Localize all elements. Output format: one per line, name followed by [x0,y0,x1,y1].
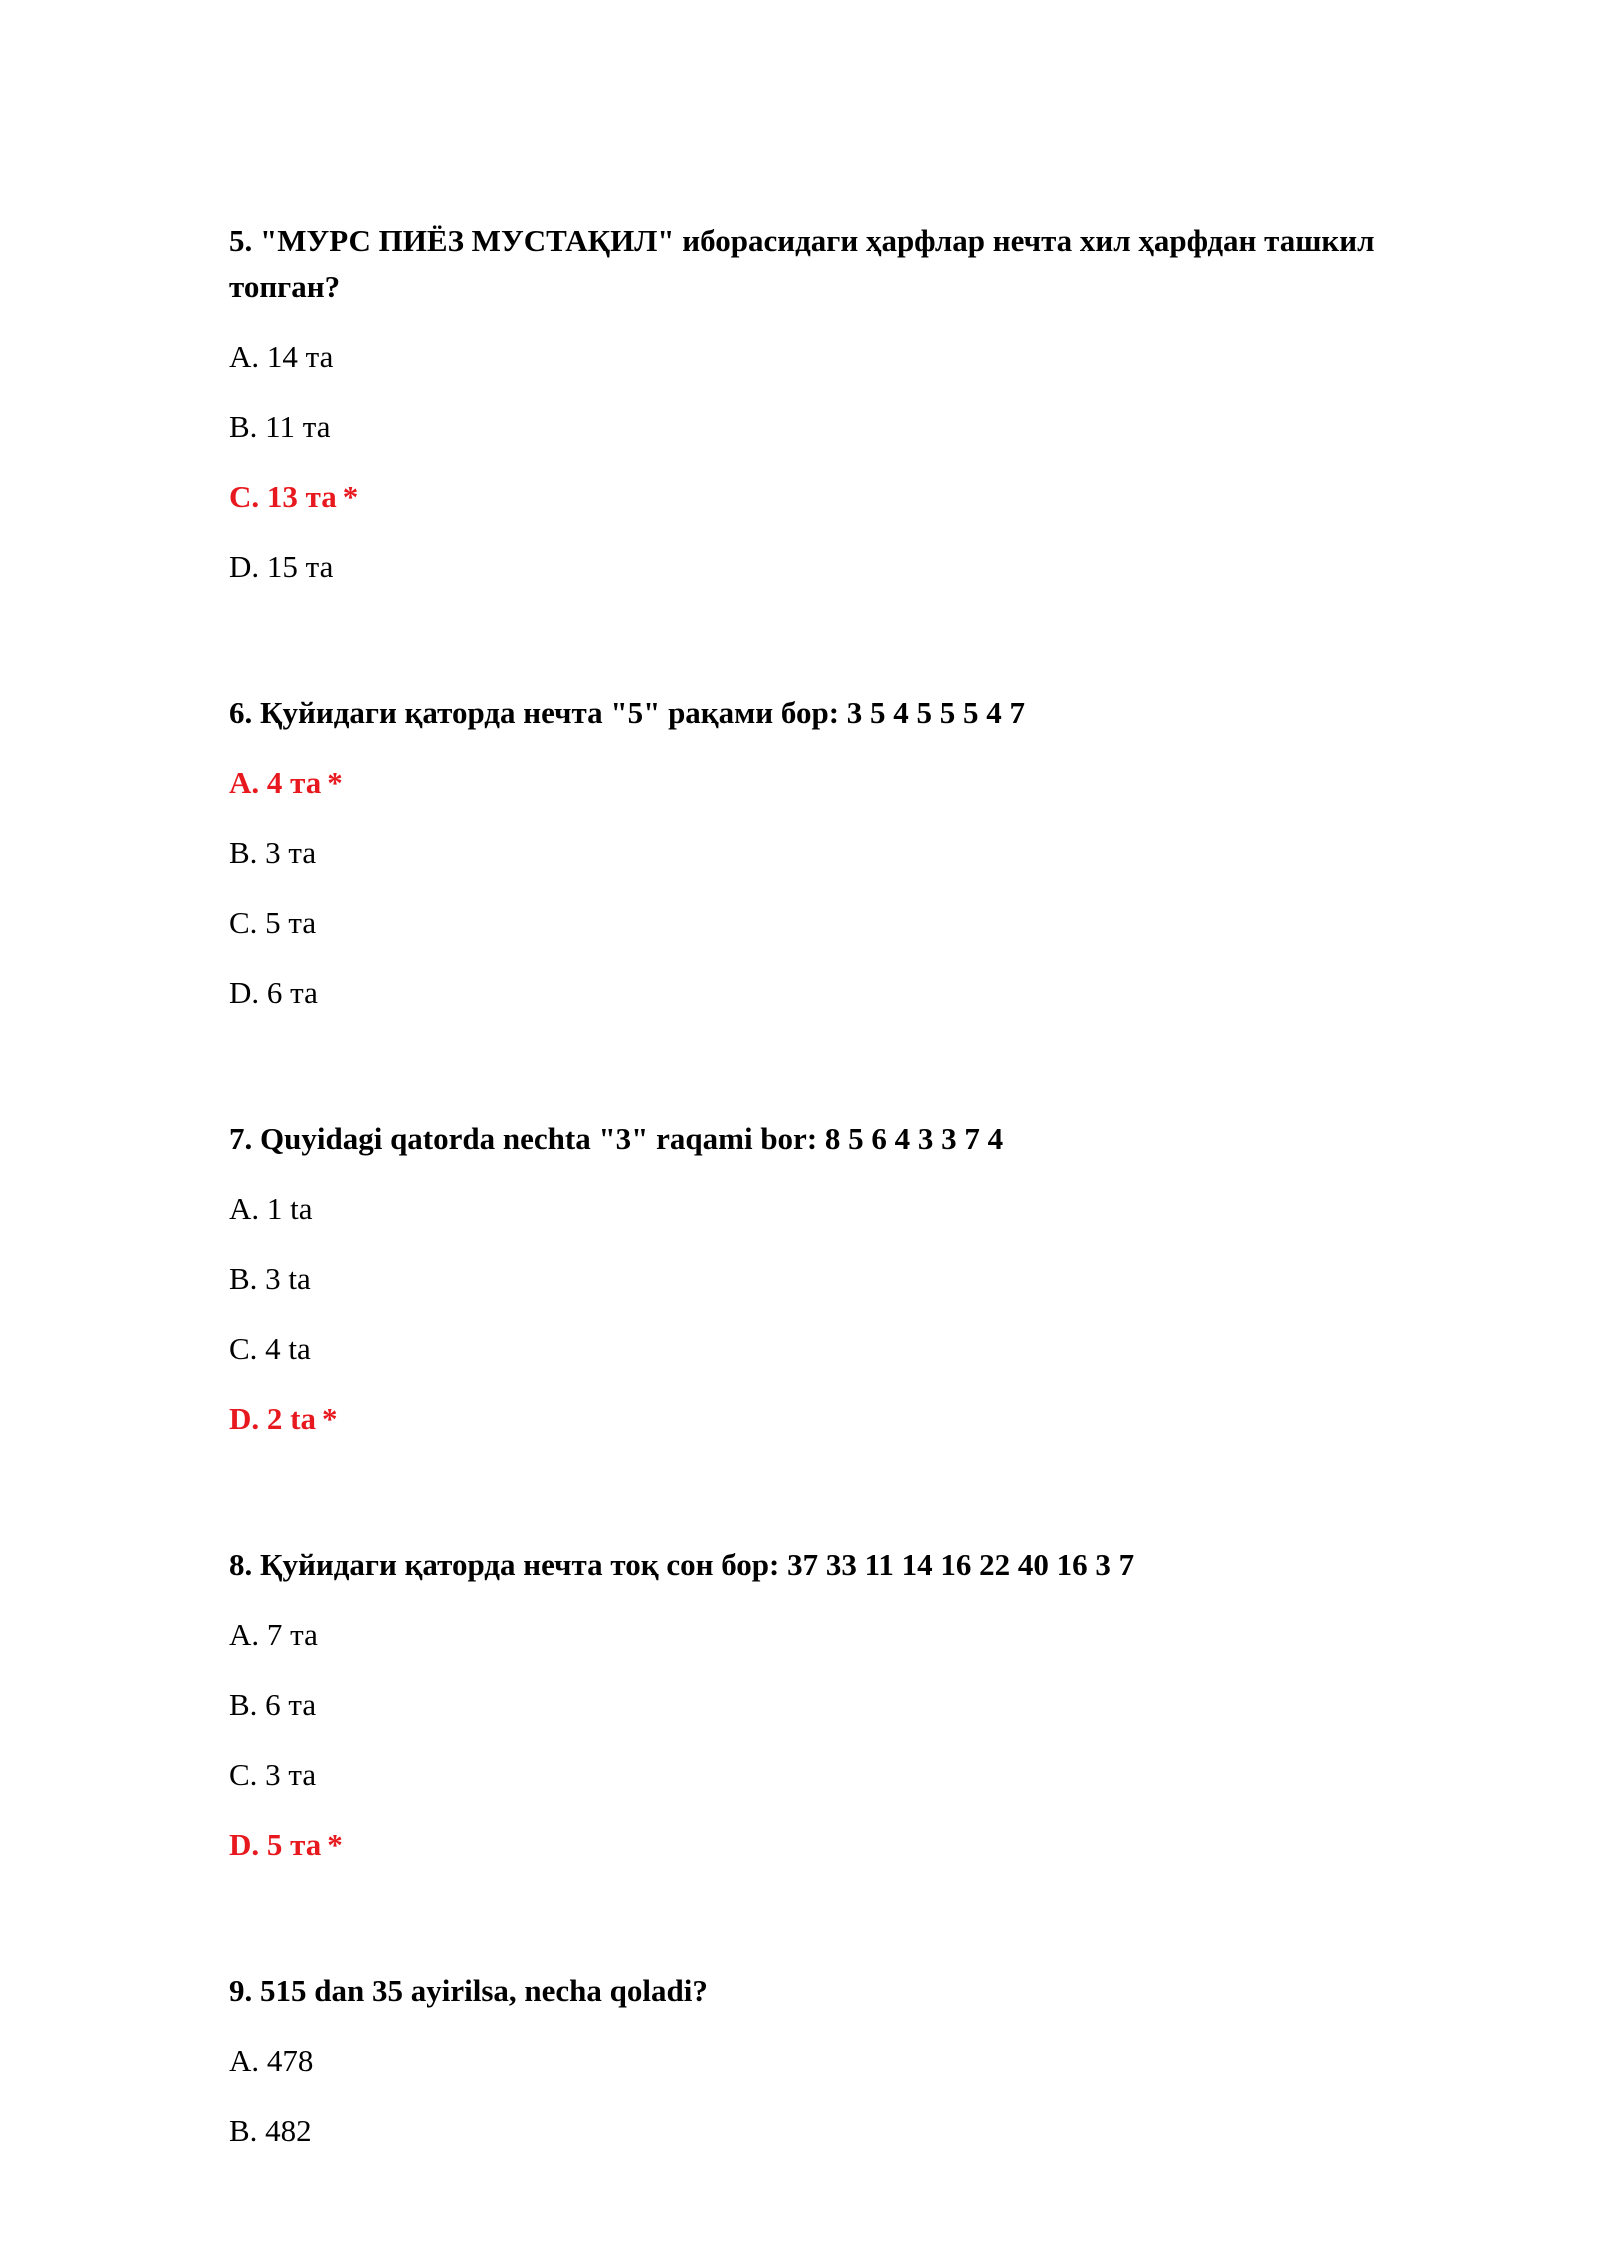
correct-answer-option-a [229,760,1449,806]
answer-option-b [229,1682,1449,1728]
option-label: D. 2 ta [229,1401,316,1436]
answer-option-a [229,1612,1449,1658]
answer-option-b [229,1256,1449,1302]
answer-option-c [229,900,1449,946]
option-label: C. 3 та [229,1757,317,1792]
option-label: A. 7 та [229,1617,318,1652]
correct-answer-option-d [229,1396,1449,1442]
answer-option-c [229,1752,1449,1798]
correct-marker: * [321,1401,338,1436]
answer-option-b [229,830,1449,876]
correct-answer-option-c [229,474,1449,520]
document-page [229,218,1449,2254]
question-9 [229,1968,1449,2154]
option-label: B. 482 [229,2113,312,2148]
option-label: D. 15 та [229,549,334,584]
question-text: 5. "МУРС ПИЁЗ МУСТАҚИЛ" иборасидаги ҳарфлар нечта хил ҳарфдан ташкил топган? [229,223,1375,304]
question-8 [229,1542,1449,1868]
answer-option-b [229,2108,1449,2154]
question-text: 9. 515 dan 35 ayirilsa, necha qoladi? [229,1973,708,2008]
answer-option-a [229,1186,1449,1232]
question-text: 6. Қуйидаги қаторда нечта "5" рақами бор: 3 5 4 5 5 5 4 7 [229,695,1026,730]
option-label: D. 6 та [229,975,318,1010]
option-label: C. 13 та [229,479,337,514]
correct-marker: * [342,479,359,514]
option-label: B. 6 та [229,1687,317,1722]
option-label: A. 478 [229,2043,314,2078]
correct-answer-option-d [229,1822,1449,1868]
option-label: D. 5 та [229,1827,322,1862]
correct-marker: * [327,1827,343,1862]
option-label: C. 4 ta [229,1331,311,1366]
option-label: B. 3 ta [229,1261,311,1296]
option-label: C. 5 та [229,905,317,940]
question-7 [229,1116,1449,1442]
question-6 [229,690,1449,1016]
option-label: A. 14 та [229,339,334,374]
answer-option-b [229,404,1449,450]
option-label: B. 3 та [229,835,317,870]
question-text: 7. Quyidagi qatorda nechta "3" raqami bor: 8 5 6 4 3 3 7 4 [229,1121,1004,1156]
answer-option-d [229,544,1449,590]
option-label: A. 4 та [229,765,322,800]
answer-option-a [229,2038,1449,2084]
answer-option-d [229,970,1449,1016]
question-5 [229,218,1449,590]
correct-marker: * [327,765,343,800]
answer-option-c [229,1326,1449,1372]
option-label: B. 11 та [229,409,331,444]
option-label: A. 1 ta [229,1191,313,1226]
answer-option-a [229,334,1449,380]
question-text: 8. Қуйидаги қаторда нечта тоқ сон бор: 37 33 11 14 16 22 40 16 3 7 [229,1547,1135,1582]
